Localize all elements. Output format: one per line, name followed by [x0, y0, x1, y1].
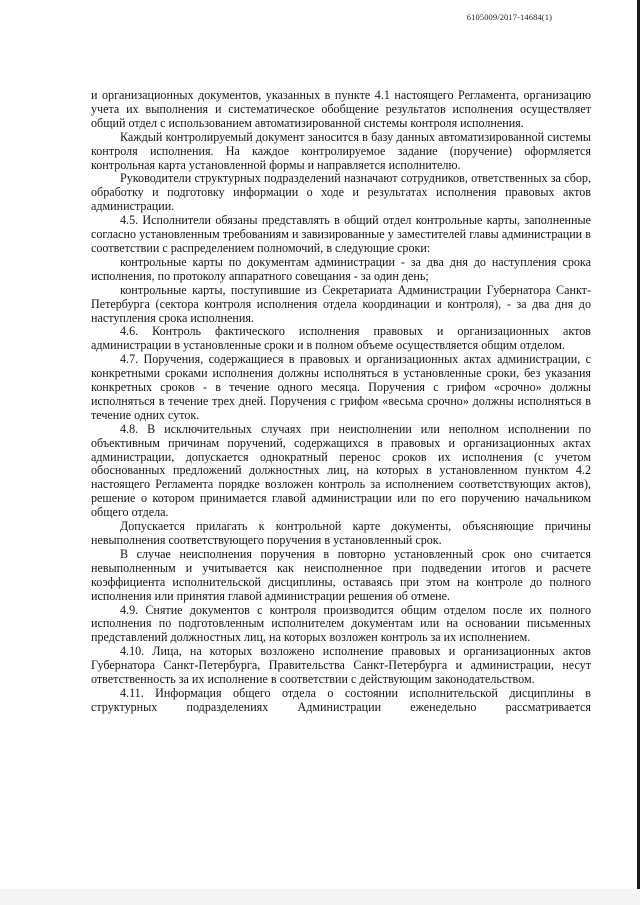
- paragraph-4-8: 4.8. В исключительных случаях при неисполнении или неполном исполнении по объективным причинам поручений, содержащихся в правовых и организационных актах администрации, допускается однократный перенос сроков их исполнения (с учетом обоснованных предложений должностных лиц, на которых в установленном пунктом 4.2 настоящего Регламента порядке возложен контроль за исполнением соответствующих актов), решение о котором принимается главой администрации или по его поручению начальником общего отдела.: [91, 421, 591, 520]
- paragraph-4-10: 4.10. Лица, на которых возложено исполнение правовых и организационных актов Губернатора Санкт-Петербурга, Правительства Санкт-Петербурга и администрации, несут ответственность за их исполнение в соответствии с действующим законодательством.: [91, 644, 591, 687]
- paragraph-4-5: 4.5. Исполнители обязаны представлять в общий отдел контрольные карты, заполненные согласно установленным требованиям и завизированные у заместителей главы администрации в соответствии с распределением полномочий, в следующие сроки:: [91, 213, 591, 255]
- paragraph-4-9: 4.9. Снятие документов с контроля производится общим отделом после их полного исполнения по подготовленным исполнителем документам или на основании письменных представлений должностных лиц, на которых возложен контроль за их исполнением.: [91, 602, 591, 645]
- paragraph-attach-documents: Допускается прилагать к контрольной карте документы, объясняющие причины невыполнения соответствующего поручения в установленный срок.: [91, 519, 591, 547]
- document-body: [91, 89, 591, 715]
- paragraph-4-5-item-2: контрольные карты, поступившие из Секретариата Администрации Губернатора Санкт-Петербурга (сектора контроля исполнения отдела координации и контроля), - за два дня до наступления срока исполнения.: [91, 282, 591, 325]
- document-number: 6105009/2017-14684(1): [466, 12, 552, 22]
- paragraph-continuation: и организационных документов, указанных в пункте 4.1 настоящего Регламента, организацию учета их выполнения и систематическое обобщение результатов исполнения осуществляет общий отдел с использованием автоматизированной системы контроля исполнения.: [91, 88, 591, 130]
- paragraph-4-11: 4.11. Информация общего отдела о состоянии исполнительской дисциплины в структурных подразделениях Администрации еженедельно рассматривается: [91, 685, 591, 714]
- paragraph-4-7: 4.7. Поручения, содержащиеся в правовых и организационных актах администрации, с конкретными сроками исполнения должны исполняться в установленные сроки, без указания конкретных сроков - в течение одного месяца. Поручения с грифом «срочно» должны исполняться в течение трех дней. Поручения с грифом «весьма срочно» должны исполняться в течение одних суток.: [91, 352, 591, 422]
- scan-edge-bottom: [0, 889, 640, 905]
- paragraph-controlled-documents: Каждый контролируемый документ заносится в базу данных автоматизированной системы контроля исполнения. На каждое контролируемое задание (поручение) оформляется контрольная карта установленной формы и направляется исполнителю.: [91, 129, 591, 172]
- paragraph-heads-of-units: Руководители структурных подразделений назначают сотрудников, ответственных за сбор, обработку и подготовку информации о ходе и результатах исполнения правовых актов администрации.: [91, 171, 591, 214]
- paragraph-4-6: 4.6. Контроль фактического исполнения правовых и организационных актов администрации в установленные сроки и в полном объеме осуществляется общим отделом.: [91, 324, 591, 353]
- paragraph-4-5-item-1: контрольные карты по документам администрации - за два дня до наступления срока исполнения, по протоколу аппаратного совещания - за один день;: [91, 254, 591, 283]
- paragraph-repeated-failure: В случае неисполнения поручения в повторно установленный срок оно считается невыполненным и учитывается как неисполненное при подведении итогов и расчете коэффициента исполнительской дисциплины, оставаясь при этом на контроле до полного исполнения или принятия главой администрации решения об отмене.: [91, 546, 591, 603]
